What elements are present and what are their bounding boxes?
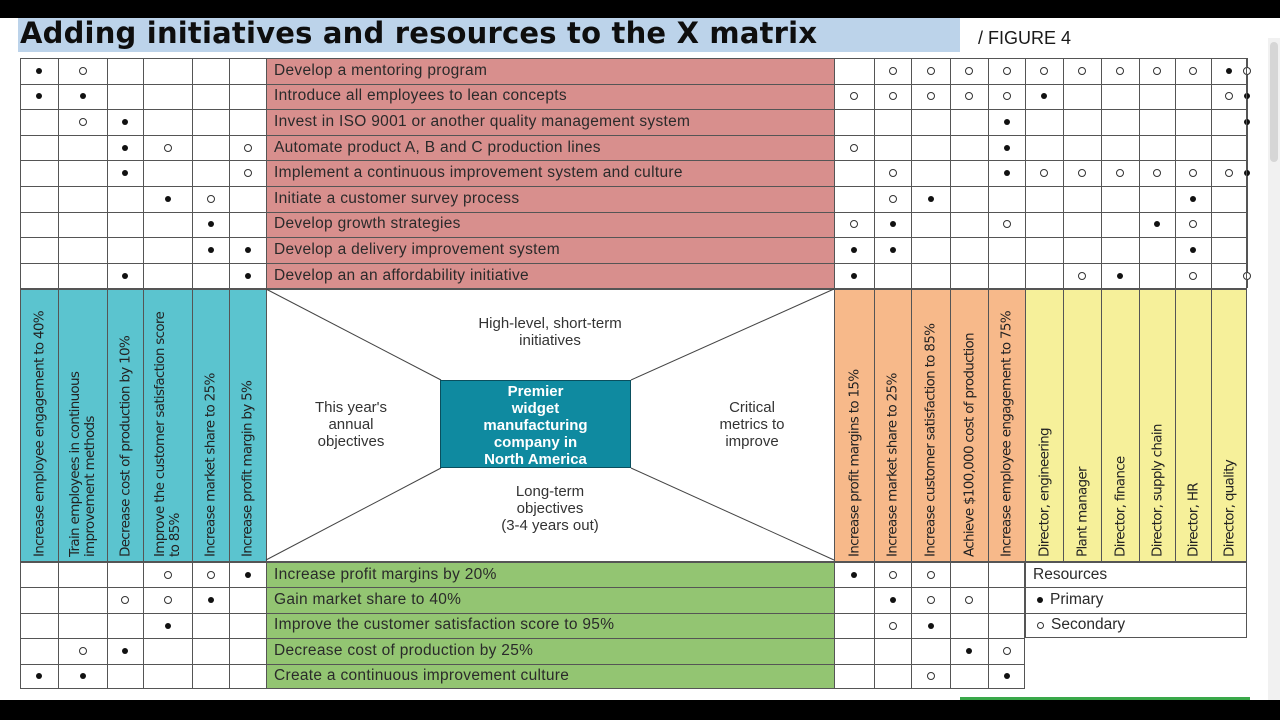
grid-cell (1139, 263, 1175, 289)
grid-cell (988, 562, 1025, 587)
figure-title: Adding initiatives and resources to the X matrix (20, 18, 818, 50)
grid-cell (950, 613, 988, 638)
grid-cell (911, 237, 950, 263)
grid-cell (1211, 237, 1247, 263)
grid-cell (143, 109, 192, 135)
figure-label: / FIGURE 4 (978, 28, 1072, 48)
grid-cell (192, 664, 229, 689)
secondary-marker (889, 92, 897, 100)
annual-objective-col (107, 289, 143, 562)
grid-cell (107, 664, 143, 689)
grid-cell (1025, 135, 1063, 161)
grid-cell (1139, 186, 1175, 212)
grid-cell (988, 186, 1025, 212)
grid-cell (229, 613, 266, 638)
primary-marker (1004, 119, 1010, 125)
center-goal-box: Premier widget manufacturing company in North America (440, 380, 631, 468)
accent-line (960, 697, 1250, 700)
legend-secondary (1037, 613, 1125, 638)
metric-col (950, 289, 988, 562)
secondary-marker (889, 195, 897, 203)
grid-cell (1101, 212, 1139, 238)
annual-objective-label: Increase profit margin by 5% (239, 380, 256, 557)
metric-label: Increase customer satisfaction to 85% (922, 323, 939, 557)
grid-cell (107, 237, 143, 263)
secondary-marker (207, 195, 215, 203)
primary-marker (208, 597, 214, 603)
grid-cell (1025, 186, 1063, 212)
primary-marker (1244, 93, 1250, 99)
secondary-marker (1243, 67, 1251, 75)
annual-objective-label: Increase employee engagement to 40% (31, 311, 47, 557)
resource-label: Director, engineering (1036, 428, 1052, 557)
grid-cell (950, 263, 988, 289)
secondary-marker (927, 596, 935, 604)
secondary-marker (1003, 92, 1011, 100)
grid-cell (1175, 84, 1211, 110)
grid-cell (20, 135, 58, 161)
grid-cell (192, 84, 229, 110)
grid-cell (874, 135, 911, 161)
grid-cell (229, 84, 266, 110)
grid-cell (229, 212, 266, 238)
primary-marker (165, 623, 171, 629)
initiative-label: Develop an an affordability initiative (274, 266, 529, 284)
secondary-marker (164, 144, 172, 152)
grid-cell (988, 263, 1025, 289)
grid-cell (1101, 237, 1139, 263)
primary-marker (890, 597, 896, 603)
primary-marker (80, 93, 86, 99)
initiative-label: Develop a delivery improvement system (274, 240, 560, 258)
annual-objective-label: Decrease cost of production by 10% (117, 335, 133, 557)
grid-cell (107, 186, 143, 212)
primary-marker (1244, 119, 1250, 125)
grid-cell (229, 664, 266, 689)
resource-label: Director, HR (1185, 483, 1201, 557)
grid-cell (1025, 263, 1063, 289)
grid-cell (834, 587, 874, 612)
resource-label: Plant manager (1074, 467, 1090, 557)
secondary-marker (79, 647, 87, 655)
grid-cell (20, 263, 58, 289)
grid-cell (229, 186, 266, 212)
initiative-label: Invest in ISO 9001 or another quality management system (274, 112, 691, 130)
annual-objective-col (58, 289, 107, 562)
metric-col (988, 289, 1025, 562)
resource-col (1101, 289, 1139, 562)
grid-cell (20, 109, 58, 135)
primary-marker (1190, 247, 1196, 253)
grid-cell (229, 109, 266, 135)
quadrant-label-left: This year's annual objectives (314, 399, 388, 450)
primary-marker (80, 673, 86, 679)
grid-cell (143, 664, 192, 689)
secondary-marker (927, 92, 935, 100)
secondary-marker (1243, 272, 1251, 280)
grid-cell (874, 664, 911, 689)
secondary-marker (889, 169, 897, 177)
primary-marker (1004, 170, 1010, 176)
grid-cell (950, 212, 988, 238)
grid-cell (1063, 237, 1101, 263)
initiative-label: Develop a mentoring program (274, 61, 488, 79)
grid-cell (143, 160, 192, 186)
annual-objective-col (192, 289, 229, 562)
grid-cell (834, 109, 874, 135)
grid-cell (107, 613, 143, 638)
initiative-label: Introduce all employees to lean concepts (274, 87, 567, 105)
grid-cell (20, 613, 58, 638)
secondary-marker (79, 67, 87, 75)
grid-cell (143, 638, 192, 663)
primary-dot-icon (1037, 597, 1043, 603)
resource-col (1211, 289, 1247, 562)
grid-cell (107, 562, 143, 587)
grid-cell (1101, 135, 1139, 161)
grid-cell (911, 160, 950, 186)
annual-objective-label: Increase market share to 25% (202, 373, 219, 557)
primary-marker (890, 247, 896, 253)
grid-cell (1063, 135, 1101, 161)
secondary-marker (889, 622, 897, 630)
grid-cell (1211, 109, 1247, 135)
grid-cell (143, 263, 192, 289)
primary-marker (928, 196, 934, 202)
slide (0, 18, 1280, 700)
long-term-label: Improve the customer satisfaction score to 95% (274, 616, 615, 634)
scrollbar-thumb[interactable] (1270, 42, 1278, 162)
annual-objective-label: Improve the customer satisfaction score to 85% (152, 311, 183, 557)
legend-secondary-label: Secondary (1051, 616, 1126, 634)
primary-marker (966, 648, 972, 654)
primary-marker (122, 119, 128, 125)
secondary-marker (889, 571, 897, 579)
primary-marker (245, 273, 251, 279)
grid-cell (911, 135, 950, 161)
grid-cell (1063, 186, 1101, 212)
primary-marker (1244, 170, 1250, 176)
grid-cell (58, 613, 107, 638)
grid-cell (107, 212, 143, 238)
grid-cell (950, 160, 988, 186)
grid-cell (834, 160, 874, 186)
grid-cell (1211, 186, 1247, 212)
grid-cell (988, 587, 1025, 612)
primary-marker (122, 273, 128, 279)
secondary-marker (244, 169, 252, 177)
grid-cell (1025, 212, 1063, 238)
grid-cell (192, 109, 229, 135)
grid-cell (58, 186, 107, 212)
grid-cell (143, 84, 192, 110)
secondary-marker (850, 144, 858, 152)
primary-marker (165, 196, 171, 202)
grid-cell (834, 613, 874, 638)
secondary-marker (1189, 67, 1197, 75)
primary-marker (36, 68, 42, 74)
secondary-marker (927, 672, 935, 680)
grid-cell (1063, 109, 1101, 135)
annual-objective-col (229, 289, 266, 562)
grid-cell (1063, 212, 1101, 238)
grid-cell (1247, 135, 1248, 161)
metric-label: Increase employee engagement to 75% (998, 311, 1015, 557)
grid-cell (143, 212, 192, 238)
metric-label: Increase profit margins to 15% (846, 369, 862, 557)
grid-cell (58, 562, 107, 587)
grid-cell (1139, 84, 1175, 110)
primary-marker (208, 221, 214, 227)
grid-cell (1139, 237, 1175, 263)
metric-label: Increase market share to 25% (884, 373, 901, 557)
grid-cell (1247, 237, 1248, 263)
secondary-marker (1040, 67, 1048, 75)
primary-marker (245, 247, 251, 253)
secondary-marker (1078, 272, 1086, 280)
secondary-marker (1003, 647, 1011, 655)
secondary-marker (1189, 272, 1197, 280)
primary-marker (1004, 673, 1010, 679)
grid-cell (192, 613, 229, 638)
metric-col (911, 289, 950, 562)
annual-objective-col (143, 289, 192, 562)
grid-cell (1101, 109, 1139, 135)
grid-cell (911, 263, 950, 289)
grid-cell (950, 135, 988, 161)
secondary-marker (164, 571, 172, 579)
grid-cell (107, 84, 143, 110)
grid-cell (192, 263, 229, 289)
grid-cell (834, 638, 874, 663)
quadrant-label-right: Critical metrics to improve (719, 399, 785, 450)
initiative-label: Implement a continuous improvement system and culture (274, 164, 683, 182)
primary-marker (245, 572, 251, 578)
grid-cell (911, 109, 950, 135)
grid-cell (988, 613, 1025, 638)
secondary-marker (965, 67, 973, 75)
grid-cell (1247, 212, 1248, 238)
grid-cell (1101, 186, 1139, 212)
grid-cell (107, 58, 143, 84)
grid-cell (20, 160, 58, 186)
grid-cell (1247, 186, 1248, 212)
secondary-marker (927, 571, 935, 579)
annual-objective-label: Train employees in continuous improvement methods (67, 371, 98, 557)
primary-marker (928, 623, 934, 629)
grid-cell (58, 212, 107, 238)
initiative-label: Initiate a customer survey process (274, 189, 520, 207)
grid-cell (950, 664, 988, 689)
secondary-marker (1116, 67, 1124, 75)
grid-cell (874, 109, 911, 135)
metric-col (834, 289, 874, 562)
metric-label: Achieve $100,000 cost of production (961, 333, 977, 557)
grid-cell (20, 562, 58, 587)
grid-cell (58, 237, 107, 263)
grid-cell (58, 587, 107, 612)
primary-marker (851, 572, 857, 578)
grid-cell (988, 237, 1025, 263)
resource-col (1139, 289, 1175, 562)
secondary-marker (207, 571, 215, 579)
grid-cell (1063, 84, 1101, 110)
resource-label: Director, quality (1221, 459, 1237, 557)
grid-cell (1211, 135, 1247, 161)
grid-cell (911, 638, 950, 663)
grid-cell (20, 212, 58, 238)
grid-cell (950, 237, 988, 263)
grid-cell (1211, 263, 1247, 289)
initiative-label: Automate product A, B and C production lines (274, 138, 601, 156)
grid-cell (874, 638, 911, 663)
primary-marker (1004, 145, 1010, 151)
grid-cell (1101, 84, 1139, 110)
grid-cell (950, 562, 988, 587)
secondary-marker (889, 67, 897, 75)
grid-cell (1139, 135, 1175, 161)
primary-marker (851, 247, 857, 253)
primary-marker (1226, 68, 1232, 74)
legend-title: Resources (1033, 565, 1108, 583)
primary-marker (122, 145, 128, 151)
initiative-label: Develop growth strategies (274, 215, 461, 233)
long-term-label: Create a continuous improvement culture (274, 667, 570, 685)
grid-cell (1175, 135, 1211, 161)
grid-cell (1139, 109, 1175, 135)
grid-cell (950, 186, 988, 212)
grid-cell (229, 587, 266, 612)
resource-col (1063, 289, 1101, 562)
secondary-ring-icon (1037, 622, 1044, 629)
secondary-marker (164, 596, 172, 604)
grid-cell (58, 135, 107, 161)
grid-cell (58, 263, 107, 289)
grid-cell (834, 58, 874, 84)
primary-marker (208, 247, 214, 253)
grid-cell (192, 638, 229, 663)
grid-cell (58, 160, 107, 186)
grid-cell (20, 186, 58, 212)
grid-cell (950, 109, 988, 135)
grid-cell (1025, 109, 1063, 135)
grid-cell (911, 212, 950, 238)
grid-cell (143, 58, 192, 84)
grid-cell (20, 587, 58, 612)
long-term-label: Increase profit margins by 20% (274, 565, 497, 583)
secondary-marker (1003, 220, 1011, 228)
scrollbar[interactable] (1268, 38, 1280, 700)
secondary-marker (1153, 67, 1161, 75)
quadrant-label-bottom: Long-term objectives (3-4 years out) (501, 483, 599, 534)
legend-primary-label: Primary (1050, 591, 1104, 609)
grid-cell (20, 237, 58, 263)
primary-marker (851, 273, 857, 279)
primary-marker (1190, 196, 1196, 202)
quadrant-label-top: High-level, short-term initiatives (478, 315, 622, 349)
secondary-marker (79, 118, 87, 126)
grid-cell (1211, 212, 1247, 238)
resource-label: Director, finance (1112, 456, 1128, 557)
grid-cell (1175, 109, 1211, 135)
grid-cell (192, 58, 229, 84)
secondary-marker (1003, 67, 1011, 75)
grid-cell (1025, 237, 1063, 263)
grid-cell (229, 58, 266, 84)
resource-col (1025, 289, 1063, 562)
grid-cell (192, 160, 229, 186)
resource-label: Director, supply chain (1149, 424, 1165, 557)
secondary-marker (244, 144, 252, 152)
primary-marker (1117, 273, 1123, 279)
long-term-label: Decrease cost of production by 25% (274, 641, 534, 659)
annual-objective-col (20, 289, 58, 562)
grid-cell (834, 186, 874, 212)
grid-cell (192, 135, 229, 161)
resource-col (1175, 289, 1211, 562)
long-term-label: Gain market share to 40% (274, 591, 462, 609)
metric-col (874, 289, 911, 562)
grid-cell (834, 664, 874, 689)
legend-primary (1037, 587, 1103, 612)
primary-marker (890, 221, 896, 227)
grid-cell (874, 263, 911, 289)
secondary-marker (1078, 67, 1086, 75)
grid-cell (20, 638, 58, 663)
grid-cell (229, 638, 266, 663)
secondary-marker (927, 67, 935, 75)
primary-marker (122, 648, 128, 654)
grid-cell (143, 237, 192, 263)
